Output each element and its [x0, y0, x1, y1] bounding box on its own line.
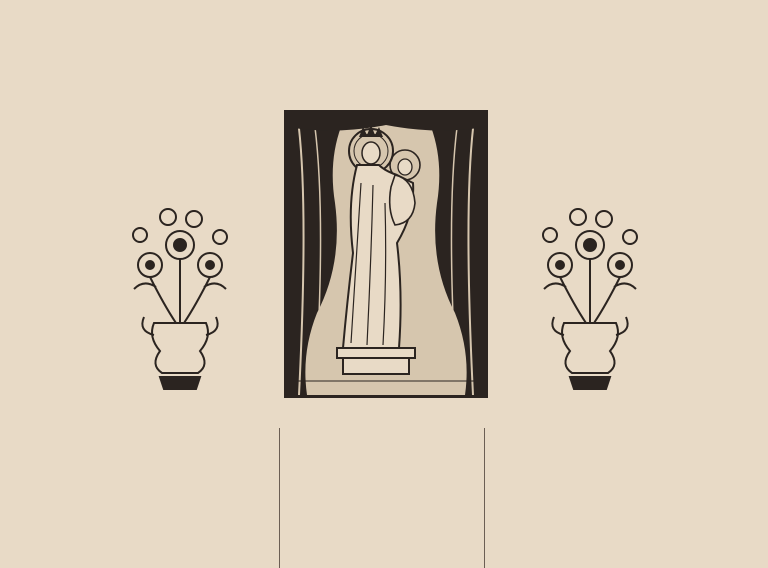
column-divider	[484, 428, 485, 568]
border-top	[34, 26, 734, 58]
flower-vase-icon	[120, 205, 240, 395]
virgin-engraving	[284, 110, 488, 398]
flower-vase-icon	[530, 205, 650, 395]
column-divider	[279, 428, 280, 568]
